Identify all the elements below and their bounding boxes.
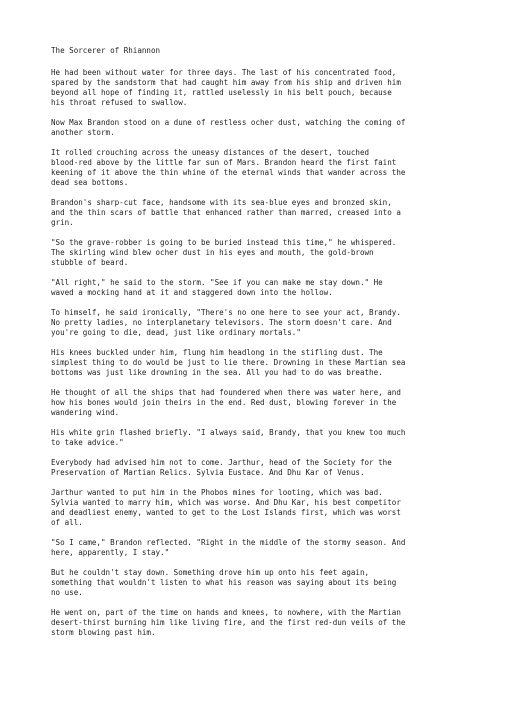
paragraph: "All right," he said to the storm. "See if you can make me stay down." He waved a mocking hand at it and staggered down into the hollow. bbox=[51, 278, 383, 297]
paragraph: His white grin flashed briefly. "I always said, Brandy, that you knew too much to take advice." bbox=[51, 428, 406, 447]
paragraph: Now Max Brandon stood on a dune of restless ocher dust, watching the coming of another storm. bbox=[51, 118, 406, 137]
document-page bbox=[51, 46, 461, 648]
paragraph: He had been without water for three days. The last of his concentrated food, spared by the sandstorm that had caught him away from his ship and driven him beyond all hope of finding it, rattled uselessly in his belt pouch, because his throat refused to swallow. bbox=[51, 68, 401, 107]
paragraph: He went on, part of the time on hands and knees, to nowhere, with the Martian desert-thirst burning him like living fire, and the first red-dun veils of the storm blowing past him. bbox=[51, 608, 406, 637]
paragraph: Jarthur wanted to put him in the Phobos mines for looting, which was bad. Sylvia wanted to marry him, which was worse. And Dhu Kar, his best competitor and deadliest enemy, wanted to get to the Lost Islands first, which was worst of all. bbox=[51, 488, 401, 527]
paragraph: It rolled crouching across the uneasy distances of the desert, touched blood-red above by the little far sun of Mars. Brandon heard the first faint keening of it above the thin whine of the eternal winds that wander across the dead sea bottoms. bbox=[51, 148, 406, 187]
paragraph: But he couldn't stay down. Something drove him up onto his feet again, something that wouldn't listen to what his reason was saying about its being no use. bbox=[51, 568, 397, 597]
paragraph: Everybody had advised him not to come. Jarthur, head of the Society for the Preservation of Martian Relics. Sylvia Eustace. And Dhu Kar of Venus. bbox=[51, 458, 392, 477]
paragraph: His knees buckled under him, flung him headlong in the stifling dust. The simplest thing to do would be just to lie there. Drowning in these Martian sea bottoms was just like drowning in the sea. All you had to do was breathe. bbox=[51, 348, 406, 377]
paragraph: Brandon's sharp-cut face, handsome with its sea-blue eyes and bronzed skin, and the thin scars of battle that enhanced rather than marred, creased into a grin. bbox=[51, 198, 401, 227]
paragraph: He thought of all the ships that had foundered when there was water here, and how his bones would join theirs in the end. Red dust, blowing forever in the wandering wind. bbox=[51, 388, 401, 417]
document-title: The Sorcerer of Rhiannon bbox=[51, 46, 161, 55]
paragraph: "So the grave-robber is going to be buried instead this time," he whispered. The skirling wind blew ocher dust in his eyes and mouth, the gold-brown stubble of beard. bbox=[51, 238, 397, 267]
paragraph: "So I came," Brandon reflected. "Right in the middle of the stormy season. And here, apparently, I stay." bbox=[51, 538, 406, 557]
paragraph: To himself, he said ironically, "There's no one here to see your act, Brandy. No pretty ladies, no interplanetary televisors. The storm doesn't care. And you're going to die, dead, just like ordinary mortals." bbox=[51, 308, 401, 337]
